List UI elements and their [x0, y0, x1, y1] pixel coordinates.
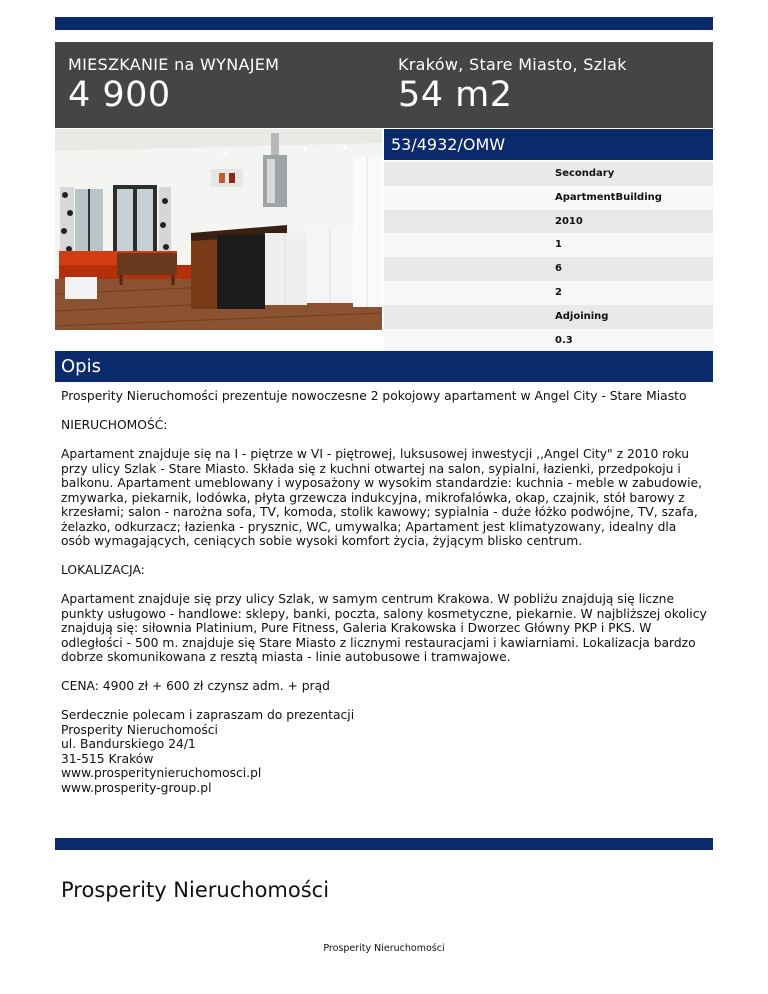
description-paragraph: Apartament znajduje się przy ulicy Szlak, w samym centrum Krakowa. W pobliżu znajdują się liczne punkty usługowo - handlowe: sklepy, banki, poczta, salony kosmetyczne, piekarnie. W najbliższej okolicy znajdują się: siłownia Platinium, Pure Fitness, Galeria Krakowska i Dworzec Główny PKP i PKS. W odległości - 500 m. znajduje się Stare Miasto z licznymi restauracjami i kawiarniami. Lokalizacja bardzo dobrze skomunikowana z resztą miasta - linie autobusowe i tramwajowe.: [61, 592, 707, 664]
param-row: 0.3: [384, 329, 713, 353]
listing-location: Kraków, Stare Miasto, Szlak: [398, 55, 627, 74]
description-section-header: [55, 351, 713, 382]
description-section-title: Opis: [61, 356, 101, 377]
param-row: Secondary: [384, 162, 713, 186]
listing-header: [55, 42, 713, 128]
param-row: ApartmentBuilding: [384, 186, 713, 210]
param-row: 2: [384, 281, 713, 305]
param-row: 2010: [384, 210, 713, 234]
agency-name: Prosperity Nieruchomości: [61, 878, 330, 902]
listing-price: 4 900: [68, 75, 171, 115]
listing-area: 54 m2: [398, 75, 513, 115]
description-paragraph: Apartament znajduje się na I - piętrze w VI - piętrowej, luksusowej inwestycji ,,Angel City" z 2010 roku przy ulicy Szlak - Stare Miasto. Składa się z kuchni otwartej na salon, sypialni, łazienki, przedpokoju i balkonu. Apartament umeblowany i wyposażony w wysokim standardzie: kuchnia - meble w zabudowie, zmywarka, piekarnik, lodówka, płyta grzewcza indukcyjna, mikrofalówka, okap, czajnik, stół barowy z krzesłami; salon - narożna sofa, TV, komoda, stolik kawowy; sypialnia - duże łóżko podwójne, TV, szafa, żelazko, odkurzacz; łazienka - prysznic, WC, umywalka; Apartament jest klimatyzowany, idealny dla osób wymagających, ceniących sobie wysoki komfort życia, żyjącym blisko centrum.: [61, 447, 702, 548]
description-paragraph: Serdecznie polecam i zapraszam do prezentacji Prosperity Nieruchomości ul. Bandurskiego 24/1 31-515 Kraków www.prosperitynieruchomosci.pl www.prosperity-group.pl: [61, 708, 355, 795]
description-paragraph: Prosperity Nieruchomości prezentuje nowoczesne 2 pokojowy apartament w Angel City - Stare Miasto: [61, 389, 687, 403]
description-paragraph: LOKALIZACJA:: [61, 563, 145, 577]
listing-type: MIESZKANIE na WYNAJEM: [68, 55, 280, 74]
top-accent-bar: [55, 17, 713, 30]
description-body: [61, 389, 709, 810]
param-row: Adjoining: [384, 305, 713, 329]
description-paragraph: NIERUCHOMOŚĆ:: [61, 418, 168, 432]
reference-bar: [384, 129, 713, 160]
page-footer: Prosperity Nieruchomości: [323, 943, 445, 954]
param-row: 6: [384, 257, 713, 281]
params-table: [384, 162, 713, 352]
description-paragraph: CENA: 4900 zł + 600 zł czynsz adm. + prąd: [61, 679, 330, 693]
param-row: 1: [384, 233, 713, 257]
reference-number: 53/4932/OMW: [391, 135, 506, 154]
apartment-photo: [55, 129, 382, 330]
bottom-accent-bar: [55, 838, 713, 850]
